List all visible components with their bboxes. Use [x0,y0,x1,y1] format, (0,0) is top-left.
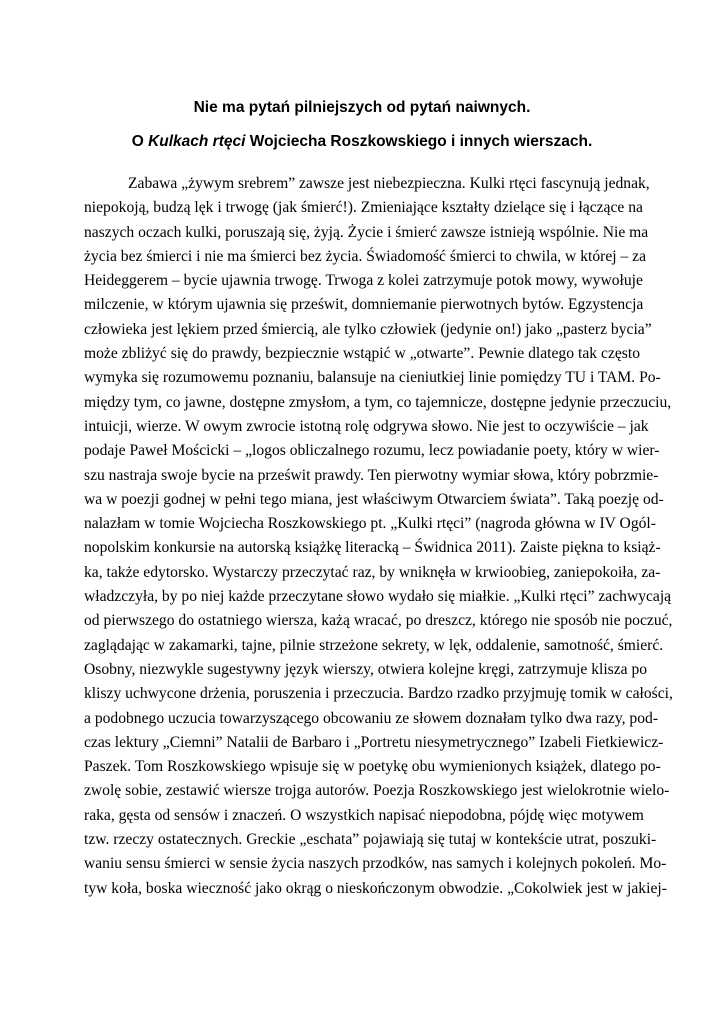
body-line: Paszek. Tom Roszkowskiego wpisuje się w poetykę obu wymienionych książek, dlatego po- [84,758,661,776]
body-line: wa w poezji godnej w pełni tego miana, jest właściwym Otwarciem świata”. Taką poezję od- [84,490,664,508]
body-line: nalazłam w tomie Wojciecha Roszkowskiego pt. „Kulki rtęci” (nagroda główna w IV Ogól- [84,515,656,533]
body-line: tzw. rzeczy ostatecznych. Greckie „eschata” pojawiają się tutaj w kontekście utrat, poszuki- [84,831,657,849]
body-line: wymyka się rozumowemu poznaniu, balansuje na cieniutkiej linie pomiędzy TU i TAM. Po- [84,369,661,387]
body-line: od pierwszego do ostatniego wiersza, każą wracać, po dreszcz, którego nie sposób nie poczuć, [84,612,673,630]
body-line: Heideggerem – bycie ujawnia trwogę. Trwoga z kolei zatrzymuje potok mowy, wywołuje [84,272,643,290]
body-line: kliszy uchwycone drżenia, poruszenia i przeczucia. Bardzo rzadko przyjmuję tomik w całości, [84,685,673,703]
body-line: podaje Paweł Mościcki – „logos obliczalnego rozumu, lecz powiadanie poety, który w wier- [84,442,660,460]
body-line: waniu sensu śmierci w sensie życia naszych przodków, nas samych i kolejnych pokoleń. Mo- [84,855,667,873]
body-line: Zabawa „żywym srebrem” zawsze jest niebezpieczna. Kulki rtęci fascynują jednak, [128,175,650,192]
body-line: człowieka jest lękiem przed śmiercią, ale tylko człowiek (jedynie on!) jako „pasterz bycia” [84,320,652,338]
body-line: ka, także edytorsko. Wystarczy przeczytać raz, by wniknęła w krwioobieg, zaniepokoiła, za- [84,563,661,581]
body-line: Osobny, niezwykle sugestywny język wierszy, otwiera kolejne kręgi, zatrzymuje klisza po [84,660,648,678]
body-line: może zbliżyć się do prawdy, bezpiecznie wstąpić w „otwarte”. Pewnie dlatego tak często [84,345,640,363]
body-line: czas lektury „Ciemni” Natalii de Barbaro i „Portretu niesymetrycznego” Izabeli Fietkiewicz- [84,733,664,751]
body-line: milczenie, w którym ujawnia się prześwit, domniemanie pierwotnych bytów. Egzystencja [84,296,644,314]
body-line: a podobnego uczucia towarzyszącego obcowaniu ze słowem doznałam tylko dwa razy, pod- [84,709,659,727]
body-line: niepokoją, budzą lęk i trwogę (jak śmierć!). Zmieniające kształty dzielące się i łączące na [84,199,643,217]
body-line: raka, gęsta od sensów i znaczeń. O wszystkich napisać niepodobna, pójdę więc motywem [84,806,644,824]
body-line: szu nastraja swoje bycie na prześwit prawdy. Ten pierwotny wymiar słowa, który pobrzmie- [84,466,659,484]
body-line: między tym, co jawne, dostępne zmysłom, a tym, co tajemnicze, dostępne jedynie przeczuciu, [84,393,672,411]
document-title: Nie ma pytań pilniejszych od pytań naiwnych. [193,99,531,116]
subtitle-prefix: O [131,133,149,150]
body-line: władzczyła, by po niej każde przeczytane słowo wydało się miałkie. „Kulki rtęci” zachwycają [84,588,672,606]
document-subtitle [0,133,724,151]
body-line: nopolskim konkursie na autorską książkę literacką – Świdnica 2011). Zaiste piękna to książ- [84,539,661,557]
subtitle-book-title: Kulkach rtęci [148,133,246,150]
body-line: naszych oczach kulki, poruszają się, żyją. Życie i śmierć zawsze istnieją wspólnie. Nie ma [84,223,649,241]
subtitle-suffix: Wojciecha Roszkowskiego i innych wierszach. [245,133,593,150]
body-line: życia bez śmierci i nie ma śmierci bez życia. Świadomość śmierci to chwila, w której – za [84,247,647,265]
body-line: zaglądając w zakamarki, tajne, pilnie strzeżone sekrety, w lęk, oddalenie, samotność, śmierć. [84,636,664,654]
body-line: zwolę sobie, zestawić wiersze trojga autorów. Poezja Roszkowskiego jest wielokrotnie wielo- [84,782,670,800]
body-line: intuicji, wierze. W owym zwrocie istotną rolę odgrywa słowo. Nie jest to oczywiście – jak [84,417,649,435]
body-paragraph [84,172,673,901]
body-line: tyw koła, boska wieczność jako okrąg o nieskończonym obwodzie. „Cokolwiek jest w jakiej- [84,879,667,897]
